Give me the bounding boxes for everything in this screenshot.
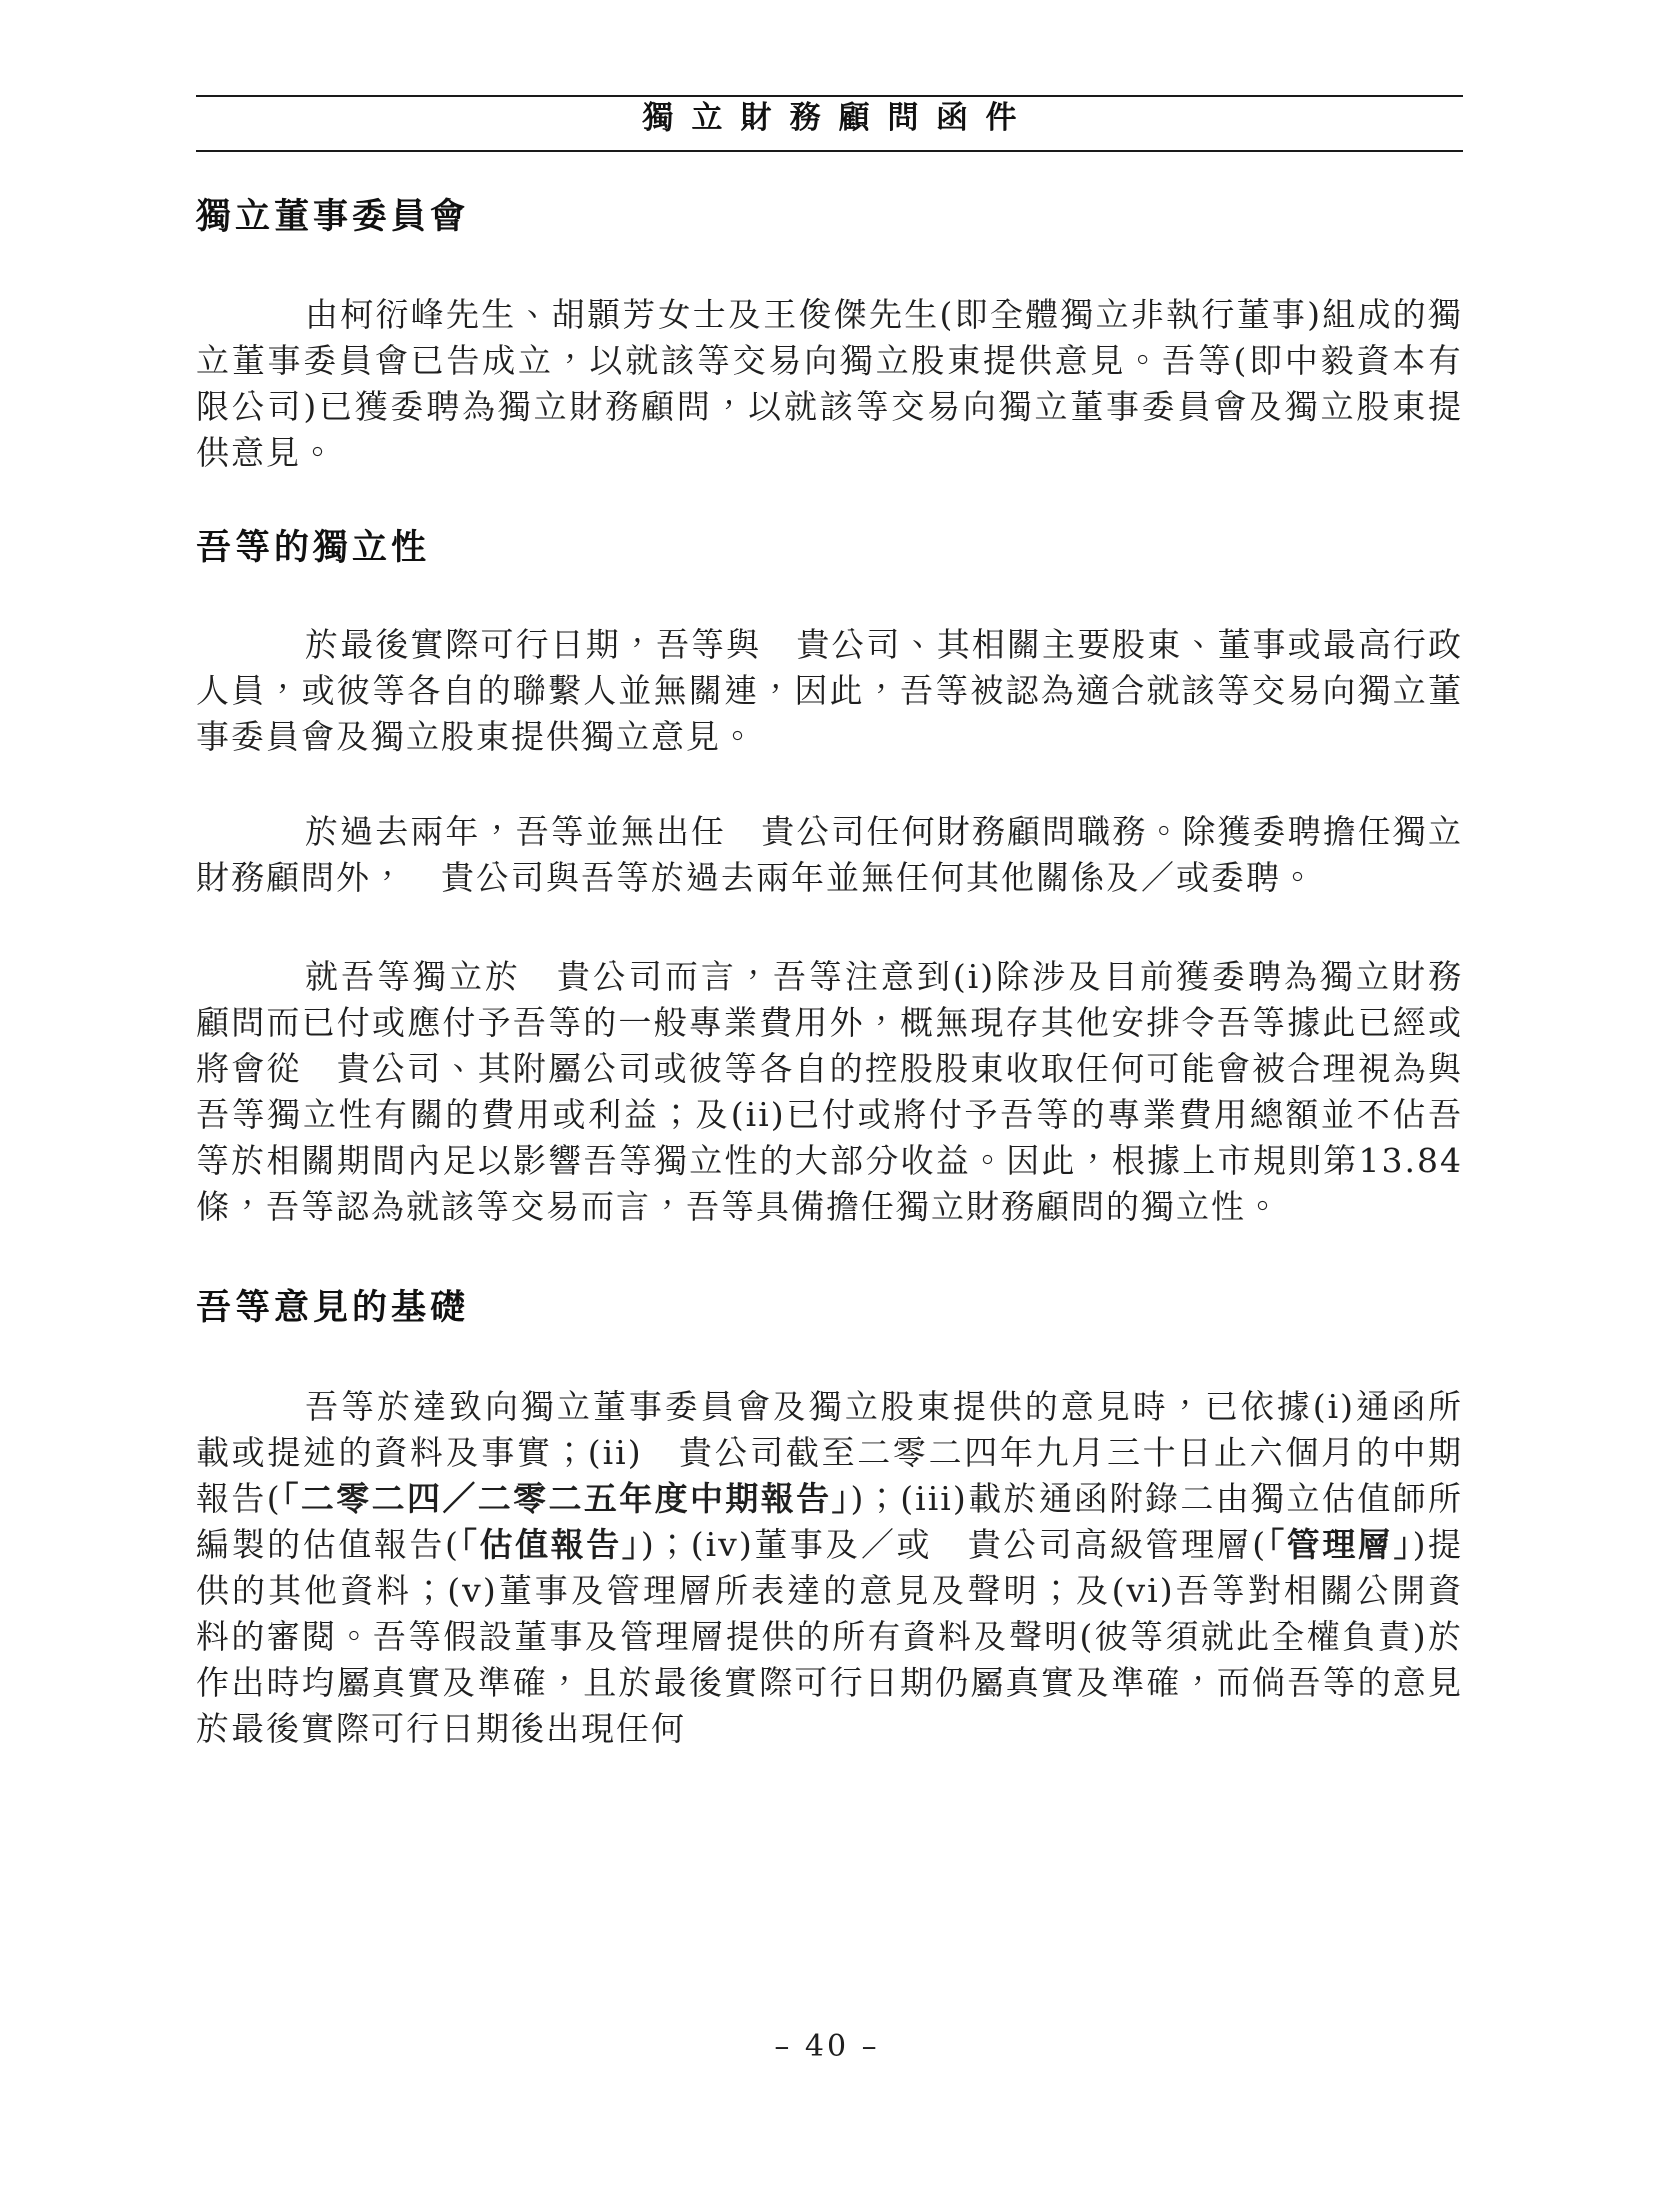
paragraph-independence-3: 就吾等獨立於 貴公司而言，吾等注意到(i)除涉及目前獲委聘為獨立財務顧問而已付或應付予吾等的一般專業費用外，概無現存其他安排令吾等據此已經或將會從 貴公司、其附屬公司或彼等各自的控股股東收取任何可能會被合理視為與吾等獨立性有關的費用或利益；及(ii)已付或將付予吾等的專業費用總額並不佔吾等於相關期間內足以影響吾等獨立性的大部分收益。因此，根據上市規則第13.84條，吾等認為就該等交易而言，吾等具備擔任獨立財務顧問的獨立性。 — [196, 957, 1463, 1226]
section-heading-basis-of-opinion: 吾等意見的基礎 — [196, 1288, 470, 1328]
section-heading-independent-board-committee: 獨立董事委員會 — [196, 197, 470, 237]
paragraph-independence-1: 於最後實際可行日期，吾等與 貴公司、其相關主要股東、董事或最高行政人員，或彼等各自的聯繫人並無關連，因此，吾等被認為適合就該等交易向獨立董事委員會及獨立股東提供獨立意見。 — [196, 625, 1463, 756]
page-title: 獨立財務顧問函件 — [642, 100, 1035, 136]
section-heading-our-independence: 吾等的獨立性 — [196, 528, 431, 568]
page-number: – 40 – — [774, 2029, 880, 2064]
paragraph-basis-of-opinion: 吾等於達致向獨立董事委員會及獨立股東提供的意見時，已依據(i)通函所載或提述的資料及事實；(ii) 貴公司截至二零二四年九月三十日止六個月的中期報告(「二零二四／二零二五年度中期報告」)；(iii)載於通函附錄二由獨立估值師所編製的估值報告(「估值報告」)；(iv)董事及／或 貴公司高級管理層(「管理層」)提供的其他資料；(v)董事及管理層所表達的意見及聲明；及(vi)吾等對相關公開資料的審閱。吾等假設董事及管理層提供的所有資料及聲明(彼等須就此全權負責)於作出時均屬真實及準確，且於最後實際可行日期仍屬真實及準確，而倘吾等的意見於最後實際可行日期後出現任何 — [196, 1387, 1464, 1748]
header-rule-top — [196, 95, 1463, 97]
paragraph-independence-2: 於過去兩年，吾等並無出任 貴公司任何財務顧問職務。除獲委聘擔任獨立財務顧問外， 貴公司與吾等於過去兩年並無任何其他關係及／或委聘。 — [196, 812, 1463, 897]
paragraph-independent-board-committee: 由柯衍峰先生、胡顥芳女士及王俊傑先生(即全體獨立非執行董事)組成的獨立董事委員會已告成立，以就該等交易向獨立股東提供意見。吾等(即中毅資本有限公司)已獲委聘為獨立財務顧問，以就該等交易向獨立董事委員會及獨立股東提供意見。 — [196, 295, 1463, 472]
document-body — [196, 150, 1463, 1752]
